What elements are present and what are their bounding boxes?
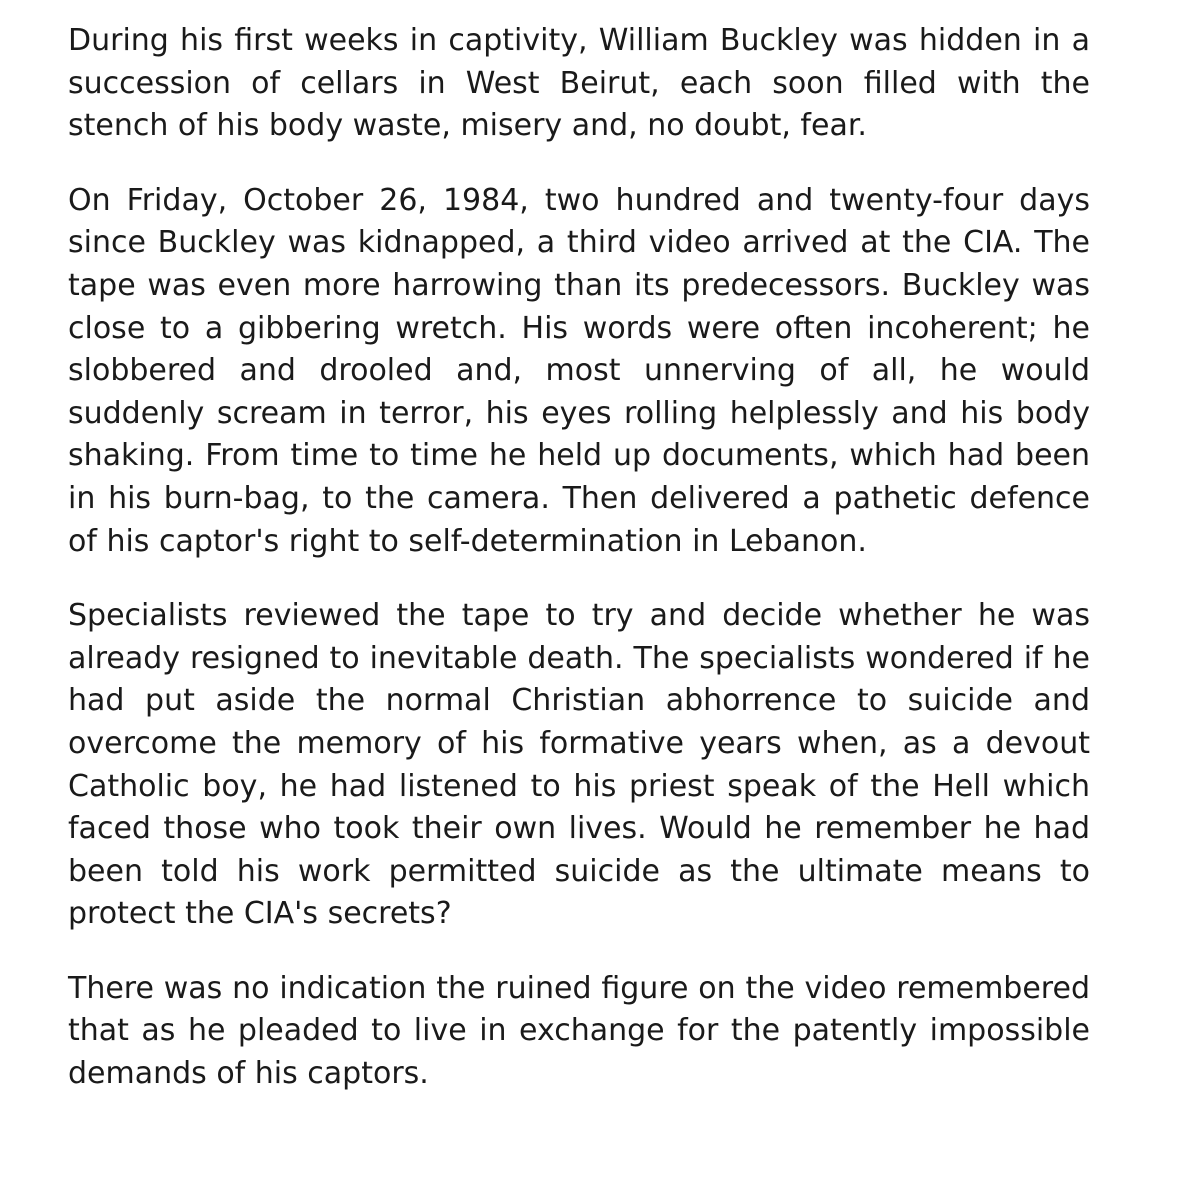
- paragraph-no-indication: There was no indication the ruined figure on the video remembered that as he pleaded to live in exchange for the patently impossible demands of his captors.: [68, 970, 1090, 1092]
- paragraph-specialists-review: Specialists reviewed the tape to try and decide whether he was already resigned to inevitable death. The specialists wondered if he had put aside the normal Christian abhorrence to suicide and overcome the memory of his formative years when, as a devout Catholic boy, he had listened to his priest speak of the Hell which faced those who took their own lives. Would he remember he had been told his work permitted suicide as the ultimate means to protect the CIA's secrets?: [68, 598, 1090, 932]
- paragraph-captivity-cellars: During his first weeks in captivity, William Buckley was hidden in a succession of cellars in West Beirut, each soon filled with the stench of his body waste, misery and, no doubt, fear.: [68, 23, 1090, 144]
- document-page: [68, 20, 1090, 1096]
- paragraph-third-video: On Friday, October 26, 1984, two hundred and twenty-four days since Buckley was kidnapped, a third video arrived at the CIA. The tape was even more harrowing than its predecessors. Buckley was close to a gibbering wretch. His words were often incoherent; he slobbered and drooled and, most unnerving of all, he would suddenly scream in terror, his eyes rolling helplessly and his body shaking. From time to time he held up documents, which had been in his burn-bag, to the camera. Then delivered a pathetic defence of his captor's right to self-determination in Lebanon.: [68, 182, 1090, 559]
